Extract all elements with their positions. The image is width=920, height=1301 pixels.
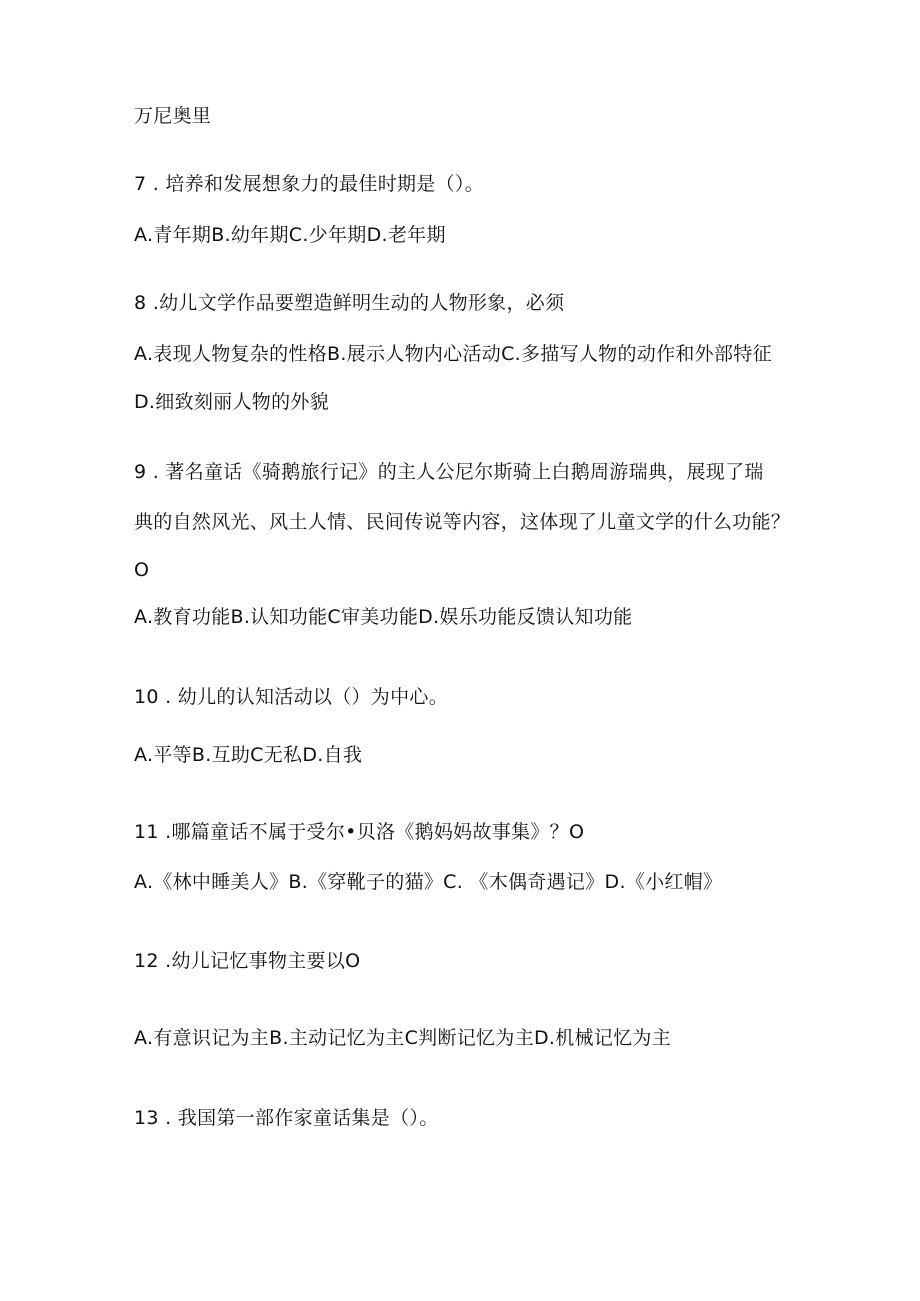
options-8-line-2: D.细致刻丽人物的外貌 xyxy=(134,391,329,413)
question-11: 11 .哪篇童话不属于受尔•贝洛《鹅妈妈故事集》？O xyxy=(134,821,585,843)
options-8-line-1: A.表现人物复杂的性格B.展示人物内心活动C.多描写人物的动作和外部特征 xyxy=(134,343,772,365)
question-7: 7 . 培养和发展想象力的最佳时期是（）。 xyxy=(134,173,485,195)
question-12: 12 .幼儿记忆事物主要以O xyxy=(134,950,361,972)
options-11: A.《林中睡美人》B.《穿靴子的猫》C. 《木偶奇遇记》D.《小红帽》 xyxy=(134,871,723,893)
question-9-line-3: O xyxy=(134,559,150,581)
options-7: A.青年期B.幼年期C.少年期D.老年期 xyxy=(134,224,446,246)
question-13: 13 . 我国第一部作家童话集是（）。 xyxy=(134,1107,439,1129)
question-10: 10 . 幼儿的认知活动以（）为中心。 xyxy=(134,686,448,708)
text-line-author: 万尼奥里 xyxy=(134,105,212,127)
options-9: A.教育功能B.认知功能C审美功能D.娱乐功能反馈认知功能 xyxy=(134,606,633,628)
question-8: 8 .幼儿文学作品要塑造鲜明生动的人物形象，必须 xyxy=(134,292,565,314)
options-12: A.有意识记为主B.主动记忆为主C判断记忆为主D.机械记忆为主 xyxy=(134,1027,672,1049)
options-10: A.平等B.互助C无私D.自我 xyxy=(134,744,363,766)
question-9-line-2: 典的自然风光、风土人情、民间传说等内容，这体现了儿童文学的什么功能？ xyxy=(134,511,791,533)
question-9-line-1: 9 . 著名童话《骑鹅旅行记》的主人公尼尔斯骑上白鹅周游瑞典，展现了瑞 xyxy=(134,461,764,483)
